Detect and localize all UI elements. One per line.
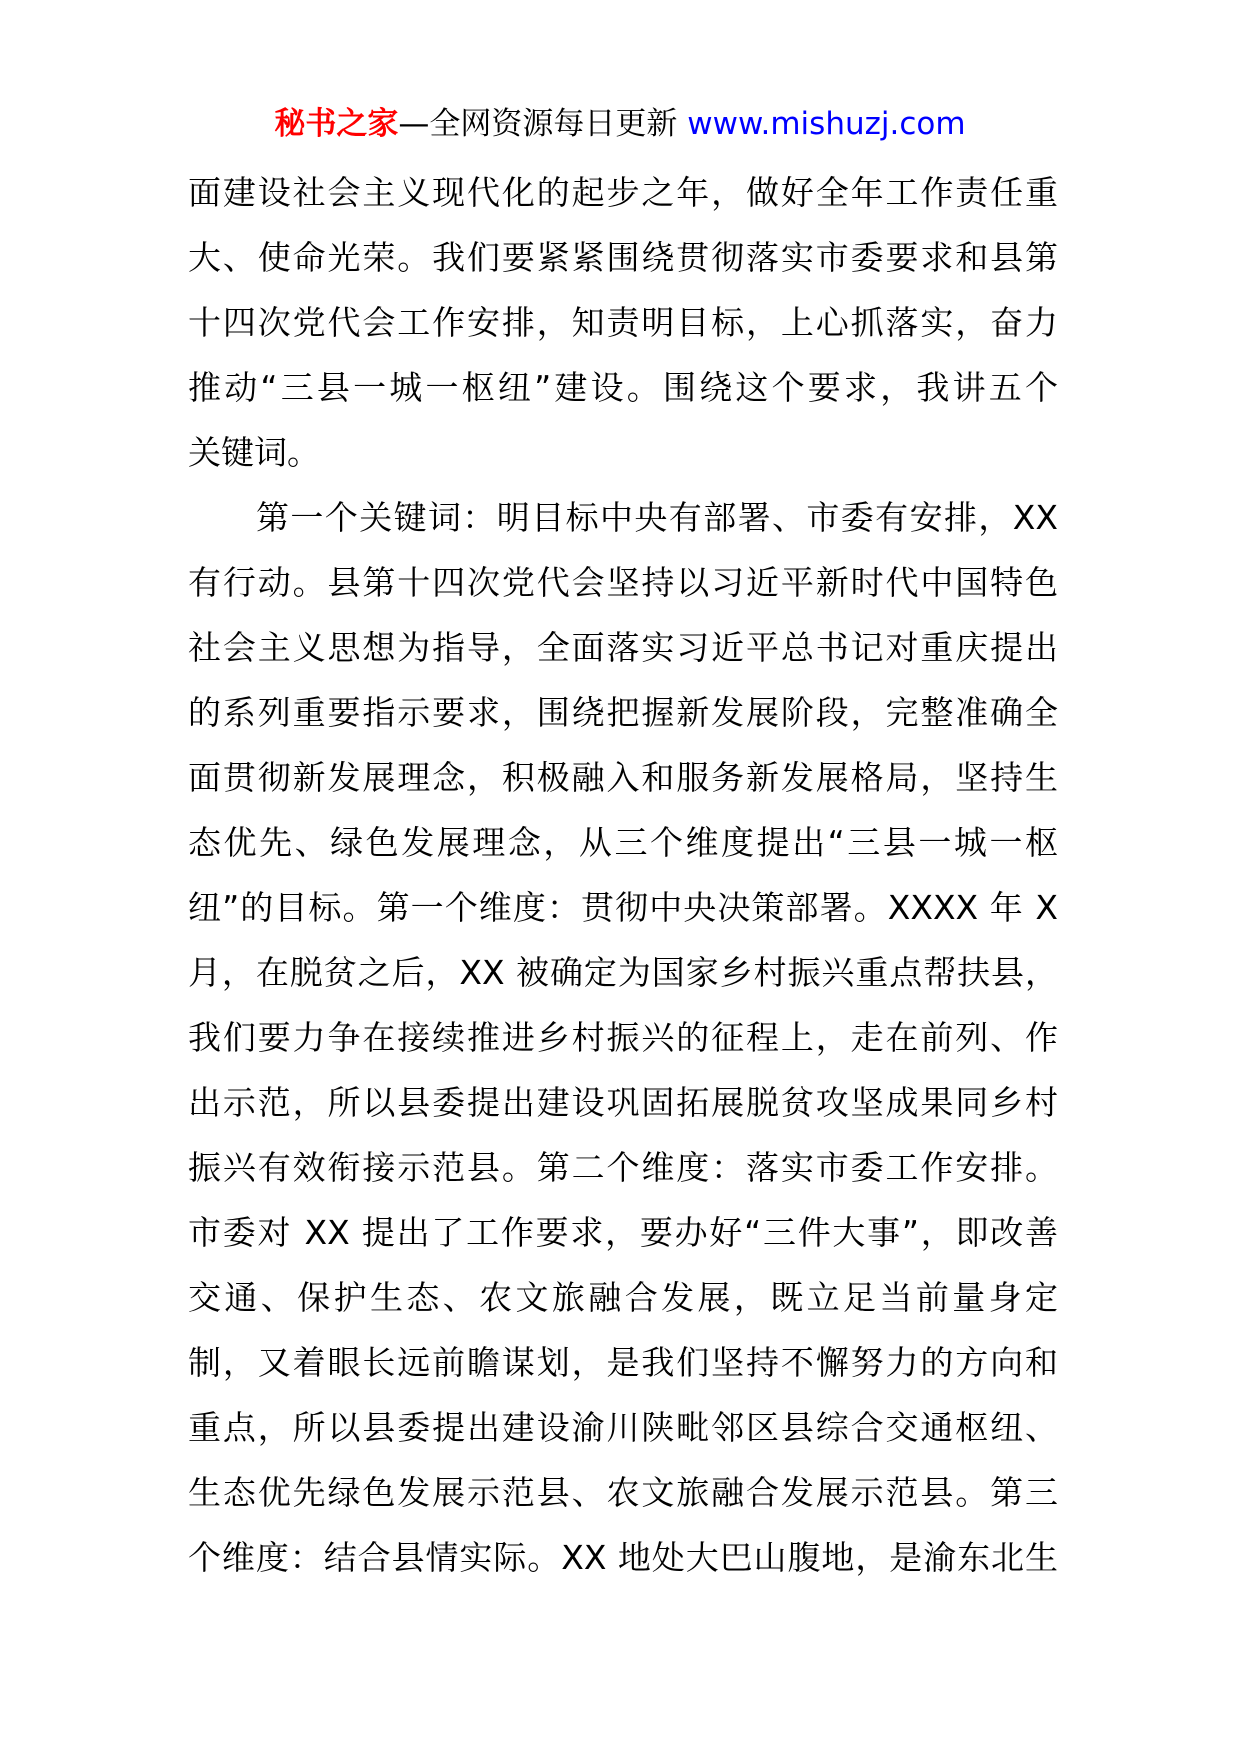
- text-line: 振兴有效衔接示范县。第二个维度：落实市委工作安排。: [188, 1148, 1058, 1187]
- text-line: 推动“三县一城一枢纽”建设。围绕这个要求，我讲五个: [188, 368, 1058, 407]
- text-line: 市委对 XX 提出了工作要求，要办好“三件大事”，即改善: [188, 1213, 1058, 1252]
- text-line: 制，又着眼长远前瞻谋划，是我们坚持不懈努力的方向和: [188, 1343, 1058, 1382]
- website-link[interactable]: www.mishuzj.com: [687, 106, 966, 142]
- header-tagline: —全网资源每日更新: [398, 106, 688, 142]
- text-line: 有行动。县第十四次党代会坚持以习近平新时代中国特色: [188, 563, 1058, 602]
- text-line: 我们要力争在接续推进乡村振兴的征程上，走在前列、作: [188, 1018, 1058, 1057]
- text-line: 的系列重要指示要求，围绕把握新发展阶段，完整准确全: [188, 693, 1058, 732]
- body-text: [188, 160, 1058, 1590]
- text-line: 态优先、绿色发展理念，从三个维度提出“三县一城一枢: [188, 823, 1058, 862]
- page-header: [0, 100, 1240, 148]
- text-line: 关键词。: [188, 433, 320, 472]
- brand-name: 秘书之家: [274, 106, 399, 142]
- text-line: 面贯彻新发展理念，积极融入和服务新发展格局，坚持生: [188, 758, 1058, 797]
- text-line: 交通、保护生态、农文旅融合发展，既立足当前量身定: [188, 1278, 1058, 1317]
- text-line: 出示范，所以县委提出建设巩固拓展脱贫攻坚成果同乡村: [188, 1083, 1058, 1122]
- text-line: 个维度：结合县情实际。XX 地处大巴山腹地，是渝东北生: [188, 1538, 1058, 1577]
- text-line: 社会主义思想为指导，全面落实习近平总书记对重庆提出: [188, 628, 1058, 667]
- text-line: 纽”的目标。第一个维度：贯彻中央决策部署。XXXX 年 X: [188, 888, 1058, 927]
- text-line: 重点，所以县委提出建设渝川陕毗邻区县综合交通枢纽、: [188, 1408, 1058, 1447]
- text-line: 十四次党代会工作安排，知责明目标，上心抓落实，奋力: [188, 303, 1058, 342]
- text-line: 生态优先绿色发展示范县、农文旅融合发展示范县。第三: [188, 1473, 1058, 1512]
- text-line: 月，在脱贫之后，XX 被确定为国家乡村振兴重点帮扶县，: [188, 953, 1058, 992]
- text-line: 面建设社会主义现代化的起步之年，做好全年工作责任重: [188, 173, 1058, 212]
- text-line: 大、使命光荣。我们要紧紧围绕贯彻落实市委要求和县第: [188, 238, 1058, 277]
- paragraph-first-line: 第一个关键词：明目标中央有部署、市委有安排，XX: [256, 498, 1058, 537]
